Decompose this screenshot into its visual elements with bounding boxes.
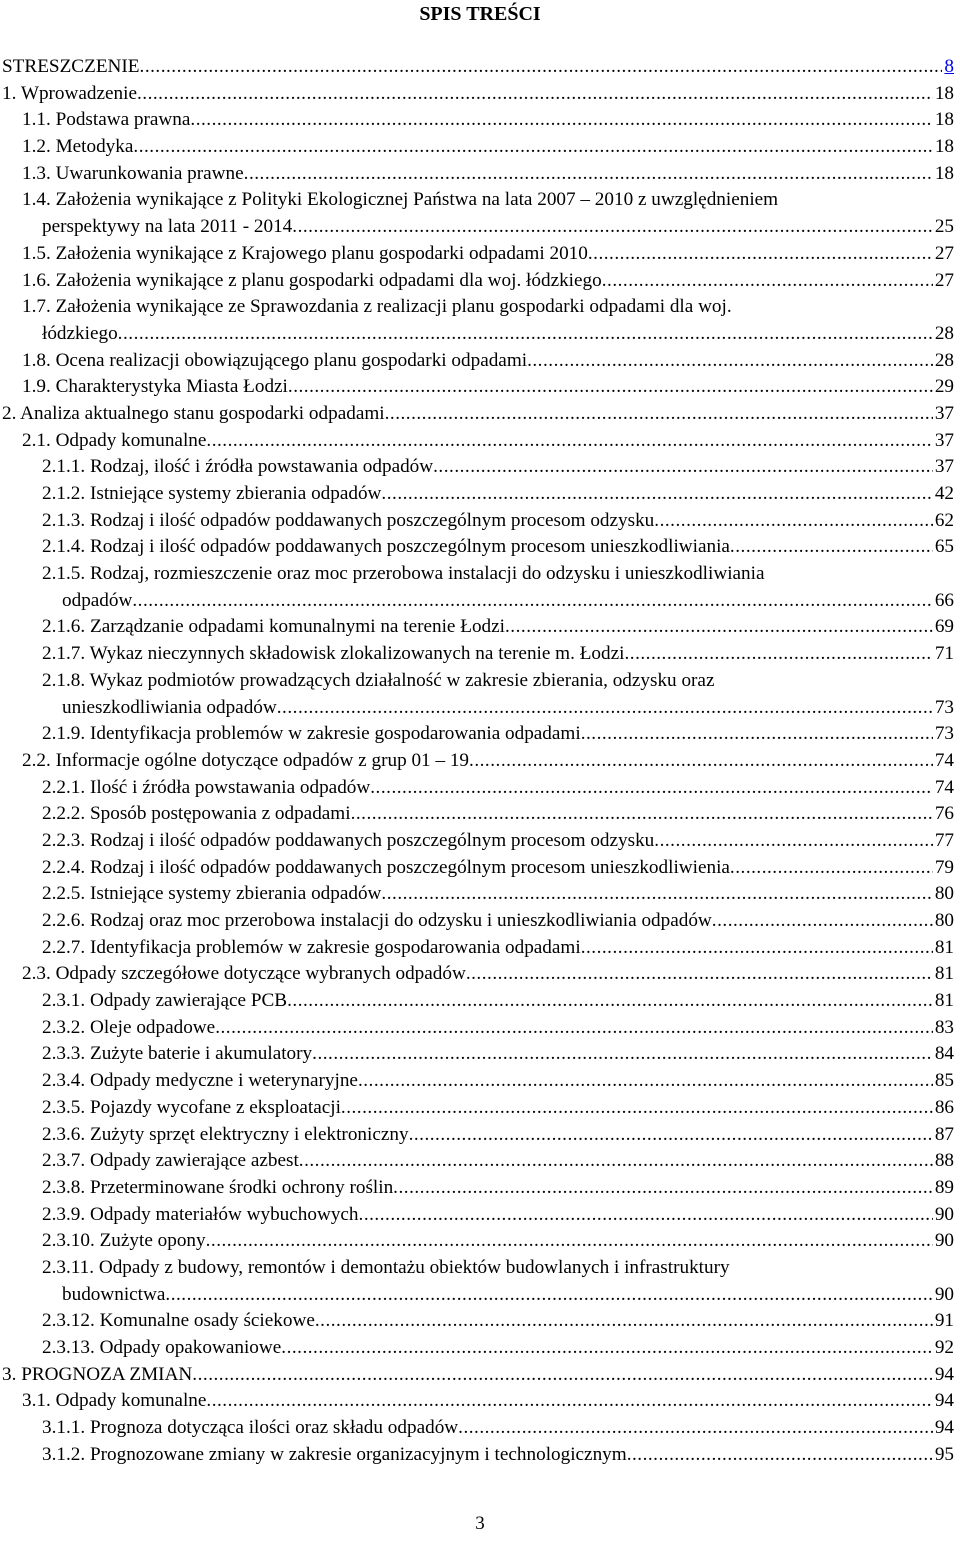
- toc-entry-title: 3.1. Odpady komunalne: [22, 1390, 207, 1412]
- toc-entry-page: 80: [934, 883, 954, 905]
- toc-entry[interactable]: [0, 1068, 960, 1095]
- toc-entry[interactable]: [0, 775, 960, 802]
- dot-leader: [409, 1122, 933, 1149]
- toc-entry[interactable]: [0, 748, 960, 775]
- toc-entry-title: 2.1.2. Istniejące systemy zbierania odpadów: [42, 483, 382, 505]
- toc-entry[interactable]: [0, 881, 960, 908]
- toc-entry-title: 2.3.6. Zużyty sprzęt elektryczny i elektroniczny: [42, 1123, 409, 1145]
- toc-entry-title: 2.2.6. Rodzaj oraz moc przerobowa instalacji do odzysku i unieszkodliwiania odpadów: [42, 910, 712, 932]
- toc-entry-page: 27: [934, 269, 954, 291]
- toc-entry-page: 62: [934, 509, 954, 531]
- toc-entry[interactable]: [0, 428, 960, 455]
- toc-entry-title: 2.1.6. Zarządzanie odpadami komunalnymi na terenie Łodzi: [42, 616, 505, 638]
- dot-leader: [206, 1388, 932, 1415]
- toc-entry[interactable]: [0, 508, 960, 535]
- dot-leader: [370, 775, 933, 802]
- toc-entry-page: 69: [934, 616, 954, 638]
- toc-entry-title-continuation: odpadów: [62, 589, 133, 611]
- dot-leader: [244, 161, 933, 188]
- dot-leader: [466, 961, 933, 988]
- toc-entry-title: 2.1.4. Rodzaj i ilość odpadów poddawanych poszczególnym procesom unieszkodliwiania: [42, 536, 730, 558]
- toc-entry-title: 1.3. Uwarunkowania prawne: [22, 162, 244, 184]
- dot-leader: [118, 321, 933, 348]
- toc-entry[interactable]: [0, 1015, 960, 1042]
- toc-entry-page: 84: [934, 1043, 954, 1065]
- toc-entry-title: 3. PROGNOZA ZMIAN: [2, 1363, 193, 1385]
- toc-entry[interactable]: [0, 107, 960, 134]
- toc-entry-title: 2.1.8. Wykaz podmiotów prowadzących działalność w zakresie zbierania, odzysku oraz: [42, 669, 715, 691]
- toc-entry-page: 86: [934, 1096, 954, 1118]
- dot-leader: [654, 508, 933, 535]
- toc-entry-page: 37: [934, 456, 954, 478]
- toc-entry-title: 2.1.1. Rodzaj, ilość i źródła powstawania odpadów: [42, 456, 434, 478]
- dot-leader: [627, 1442, 933, 1469]
- dot-leader: [712, 908, 933, 935]
- toc-entry[interactable]: [0, 134, 960, 161]
- toc-entry-page: 92: [934, 1337, 954, 1359]
- toc-entry-page: 73: [934, 696, 954, 718]
- toc-entry-title-continuation: łódzkiego: [42, 322, 118, 344]
- toc-entry[interactable]: [0, 187, 960, 240]
- dot-leader: [581, 721, 933, 748]
- toc-entry-title: 2.2.3. Rodzaj i ilość odpadów poddawanych poszczególnym procesom odzysku: [42, 829, 655, 851]
- toc-entry-page: 90: [934, 1203, 954, 1225]
- toc-entry-title: 2.1.3. Rodzaj i ilość odpadów poddawanych poszczególnym procesom odzysku: [42, 509, 655, 531]
- toc-entry-title: 2.2. Informacje ogólne dotyczące odpadów z grup 01 – 19: [22, 749, 470, 771]
- toc-entry-page: 65: [934, 536, 954, 558]
- toc-entry-page: 81: [934, 990, 954, 1012]
- toc-entry-page: 66: [934, 589, 954, 611]
- dot-leader: [206, 428, 932, 455]
- toc-entry[interactable]: [0, 1148, 960, 1175]
- toc-entry-title-continuation: unieszkodliwiania odpadów: [62, 696, 277, 718]
- toc-entry-page: 77: [934, 829, 954, 851]
- dot-leader: [192, 1362, 933, 1389]
- toc-entry-title: 2.3. Odpady szczegółowe dotyczące wybranych odpadów: [22, 963, 466, 985]
- toc-entry-page: 88: [934, 1150, 954, 1172]
- toc-entry-page: 94: [934, 1417, 954, 1439]
- toc-entry[interactable]: [0, 161, 960, 188]
- toc-entry-title: 1.2. Metodyka: [22, 136, 134, 158]
- toc-entry-title: 2.3.9. Odpady materiałów wybuchowych: [42, 1203, 359, 1225]
- toc-entry-page: 42: [934, 483, 954, 505]
- toc-entry-title: 2.2.4. Rodzaj i ilość odpadów poddawanych poszczególnym procesom unieszkodliwienia: [42, 856, 730, 878]
- dot-leader: [165, 1282, 932, 1309]
- toc-entry-page: 85: [934, 1070, 954, 1092]
- dot-leader: [215, 1015, 933, 1042]
- dot-leader: [458, 1415, 933, 1442]
- toc-entry[interactable]: [0, 828, 960, 855]
- dot-leader: [133, 134, 932, 161]
- toc-entry-page: 94: [934, 1363, 954, 1385]
- dot-leader: [287, 988, 933, 1015]
- toc-entry[interactable]: [0, 454, 960, 481]
- toc-entry[interactable]: [0, 668, 960, 721]
- toc-entry-title: 1.5. Założenia wynikające z Krajowego planu gospodarki odpadami 2010: [22, 242, 588, 264]
- toc-entry-page: 74: [934, 776, 954, 798]
- dot-leader: [288, 374, 933, 401]
- dot-leader: [381, 481, 932, 508]
- toc-entry[interactable]: [0, 1042, 960, 1069]
- toc-entry-page: 87: [934, 1123, 954, 1145]
- toc-entry-page: 18: [934, 109, 954, 131]
- toc-entry[interactable]: [0, 935, 960, 962]
- toc-entry-title: 1. Wprowadzenie: [2, 82, 137, 104]
- dot-leader: [654, 828, 933, 855]
- page-title: SPIS TREŚCI: [419, 3, 541, 25]
- toc-entry[interactable]: [0, 1335, 960, 1362]
- toc-entry[interactable]: [0, 1362, 960, 1389]
- toc-entry-title: 2.1.9. Identyfikacja problemów w zakresie gospodarowania odpadami: [42, 723, 581, 745]
- toc-entry-page: 91: [934, 1310, 954, 1332]
- dot-leader: [281, 1335, 933, 1362]
- toc-entry[interactable]: [0, 1415, 960, 1442]
- dot-leader: [433, 454, 933, 481]
- toc-entry-title: 2.3.12. Komunalne osady ściekowe: [42, 1310, 315, 1332]
- toc-entry-title: 2.3.11. Odpady z budowy, remontów i demontażu obiektów budowlanych i infrastruktury: [42, 1257, 730, 1278]
- toc-entry-page: 25: [934, 216, 954, 238]
- dot-leader: [292, 214, 933, 241]
- dot-leader: [527, 348, 933, 375]
- toc-entry-page: 71: [934, 643, 954, 665]
- toc-entry-page: 27: [934, 242, 954, 264]
- toc-entry[interactable]: [0, 374, 960, 401]
- toc-entry[interactable]: [0, 348, 960, 375]
- toc-entry-page: 95: [934, 1443, 954, 1465]
- dot-leader: [469, 748, 933, 775]
- toc-entry-title: 2.2.7. Identyfikacja problemów w zakresie gospodarowania odpadami: [42, 936, 581, 958]
- page-number: 3: [475, 1513, 485, 1534]
- toc-entry[interactable]: [0, 294, 960, 347]
- toc-entry-title: 1.7. Założenia wynikające ze Sprawozdania z realizacji planu gospodarki odpadami dla woj.: [22, 296, 732, 318]
- toc-entry[interactable]: [0, 1095, 960, 1122]
- dot-leader: [602, 268, 933, 295]
- toc-entry-title: 1.1. Podstawa prawna: [22, 109, 191, 131]
- toc-entry[interactable]: [0, 1122, 960, 1149]
- toc-entry-page: 90: [934, 1230, 954, 1252]
- toc-entry-title: 2.1.7. Wykaz nieczynnych składowisk zlokalizowanych na terenie m. Łodzi: [42, 643, 625, 665]
- toc-entry-title: 1.9. Charakterystyka Miasta Łodzi: [22, 376, 288, 398]
- toc-entry-page: 18: [934, 162, 954, 184]
- dot-leader: [341, 1095, 933, 1122]
- dot-leader: [358, 1068, 933, 1095]
- toc-entry[interactable]: [0, 1388, 960, 1415]
- toc-entry[interactable]: [0, 81, 960, 108]
- table-of-contents: [0, 54, 960, 1469]
- toc-entry-title: 2.2.2. Sposób postępowania z odpadami: [42, 803, 351, 825]
- toc-entry[interactable]: [0, 908, 960, 935]
- toc-entry[interactable]: [0, 1255, 960, 1308]
- toc-entry-title: 2.3.3. Zużyte baterie i akumulatory: [42, 1043, 313, 1065]
- dot-leader: [359, 1202, 933, 1229]
- dot-leader: [624, 641, 932, 668]
- toc-entry[interactable]: [0, 961, 960, 988]
- dot-leader: [385, 401, 933, 428]
- toc-entry-title: 2.3.1. Odpady zawierające PCB: [42, 990, 288, 1012]
- toc-entry[interactable]: [0, 481, 960, 508]
- toc-entry-page: 74: [934, 749, 954, 771]
- dot-leader: [137, 81, 933, 108]
- toc-entry[interactable]: [0, 401, 960, 428]
- dot-leader: [206, 1228, 933, 1255]
- toc-entry-title: 2. Analiza aktualnego stanu gospodarki odpadami: [2, 402, 385, 424]
- toc-entry-title: 2.1. Odpady komunalne: [22, 429, 207, 451]
- dot-leader: [730, 855, 933, 882]
- toc-entry-page: 81: [934, 963, 954, 985]
- toc-entry-page: 18: [934, 136, 954, 158]
- toc-entry[interactable]: [0, 855, 960, 882]
- toc-entry-title: 2.2.1. Ilość i źródła powstawania odpadów: [42, 776, 371, 798]
- dot-leader: [140, 54, 943, 81]
- toc-entry-title: 2.3.2. Oleje odpadowe: [42, 1016, 216, 1038]
- toc-entry[interactable]: [0, 721, 960, 748]
- toc-entry-title-continuation: perspektywy na lata 2011 - 2014: [42, 216, 293, 238]
- dot-leader: [315, 1308, 933, 1335]
- toc-entry-page: 73: [934, 723, 954, 745]
- toc-entry[interactable]: [0, 801, 960, 828]
- dot-leader: [505, 614, 933, 641]
- toc-entry-page: 90: [934, 1283, 954, 1305]
- toc-entry-page: 94: [934, 1390, 954, 1412]
- toc-entry-title: 3.1.2. Prognozowane zmiany w zakresie organizacyjnym i technologicznym: [42, 1443, 627, 1465]
- toc-entry[interactable]: [0, 241, 960, 268]
- toc-entry[interactable]: [0, 1228, 960, 1255]
- toc-entry-page: 28: [934, 349, 954, 371]
- toc-entry-page: 83: [934, 1016, 954, 1038]
- toc-entry-page: 81: [934, 936, 954, 958]
- toc-entry-page: 89: [934, 1176, 954, 1198]
- toc-entry-title: 3.1.1. Prognoza dotycząca ilości oraz składu odpadów: [42, 1417, 459, 1439]
- toc-entry-page: 18: [934, 82, 954, 104]
- toc-entry-title: 2.3.4. Odpady medyczne i weterynaryjne: [42, 1070, 358, 1092]
- toc-entry-title: 2.3.5. Pojazdy wycofane z eksploatacji: [42, 1096, 341, 1118]
- dot-leader: [312, 1041, 933, 1068]
- toc-entry[interactable]: [0, 54, 960, 81]
- toc-entry-title: 2.3.10. Zużyte opony: [42, 1230, 206, 1252]
- toc-entry-page[interactable]: 8: [944, 55, 954, 77]
- toc-entry-title: 2.1.5. Rodzaj, rozmieszczenie oraz moc przerobowa instalacji do odzysku i unieszkodliwiania: [42, 563, 765, 585]
- dot-leader: [581, 935, 933, 962]
- toc-entry-title: STRESZCZENIE: [2, 55, 140, 77]
- toc-entry-page: 76: [934, 803, 954, 825]
- toc-entry-title: 2.2.5. Istniejące systemy zbierania odpadów: [42, 883, 382, 905]
- toc-entry[interactable]: [0, 641, 960, 668]
- toc-entry[interactable]: [0, 268, 960, 295]
- toc-entry-title-continuation: budownictwa: [62, 1283, 166, 1305]
- toc-entry-page: 80: [934, 910, 954, 932]
- toc-entry-title: 2.3.8. Przeterminowane środki ochrony roślin: [42, 1176, 394, 1198]
- dot-leader: [381, 881, 932, 908]
- toc-entry[interactable]: [0, 1308, 960, 1335]
- dot-leader: [132, 588, 932, 615]
- toc-entry-page: 37: [934, 429, 954, 451]
- toc-entry[interactable]: [0, 1175, 960, 1202]
- toc-entry[interactable]: [0, 1442, 960, 1469]
- toc-entry[interactable]: [0, 614, 960, 641]
- dot-leader: [299, 1148, 933, 1175]
- toc-entry-title: 1.8. Ocena realizacji obowiązującego planu gospodarki odpadami: [22, 349, 528, 371]
- toc-entry-title: 1.6. Założenia wynikające z planu gospodarki odpadami dla woj. łódzkiego: [22, 269, 602, 291]
- toc-entry-page: 79: [934, 856, 954, 878]
- toc-entry-page: 37: [934, 402, 954, 424]
- toc-entry-title: 2.3.7. Odpady zawierające azbest: [42, 1150, 299, 1172]
- dot-leader: [393, 1175, 933, 1202]
- toc-entry[interactable]: [0, 561, 960, 614]
- toc-entry-title: 2.3.13. Odpady opakowaniowe: [42, 1337, 282, 1359]
- dot-leader: [190, 107, 932, 134]
- dot-leader: [351, 801, 933, 828]
- dot-leader: [277, 695, 933, 722]
- toc-entry-page: 29: [934, 376, 954, 398]
- toc-entry-title: 1.4. Założenia wynikające z Polityki Ekologicznej Państwa na lata 2007 – 2010 z uwzględnieniem: [22, 189, 779, 211]
- toc-entry[interactable]: [0, 534, 960, 561]
- toc-entry[interactable]: [0, 1202, 960, 1229]
- toc-entry-page: 28: [934, 322, 954, 344]
- dot-leader: [730, 534, 933, 561]
- toc-entry[interactable]: [0, 988, 960, 1015]
- dot-leader: [588, 241, 933, 268]
